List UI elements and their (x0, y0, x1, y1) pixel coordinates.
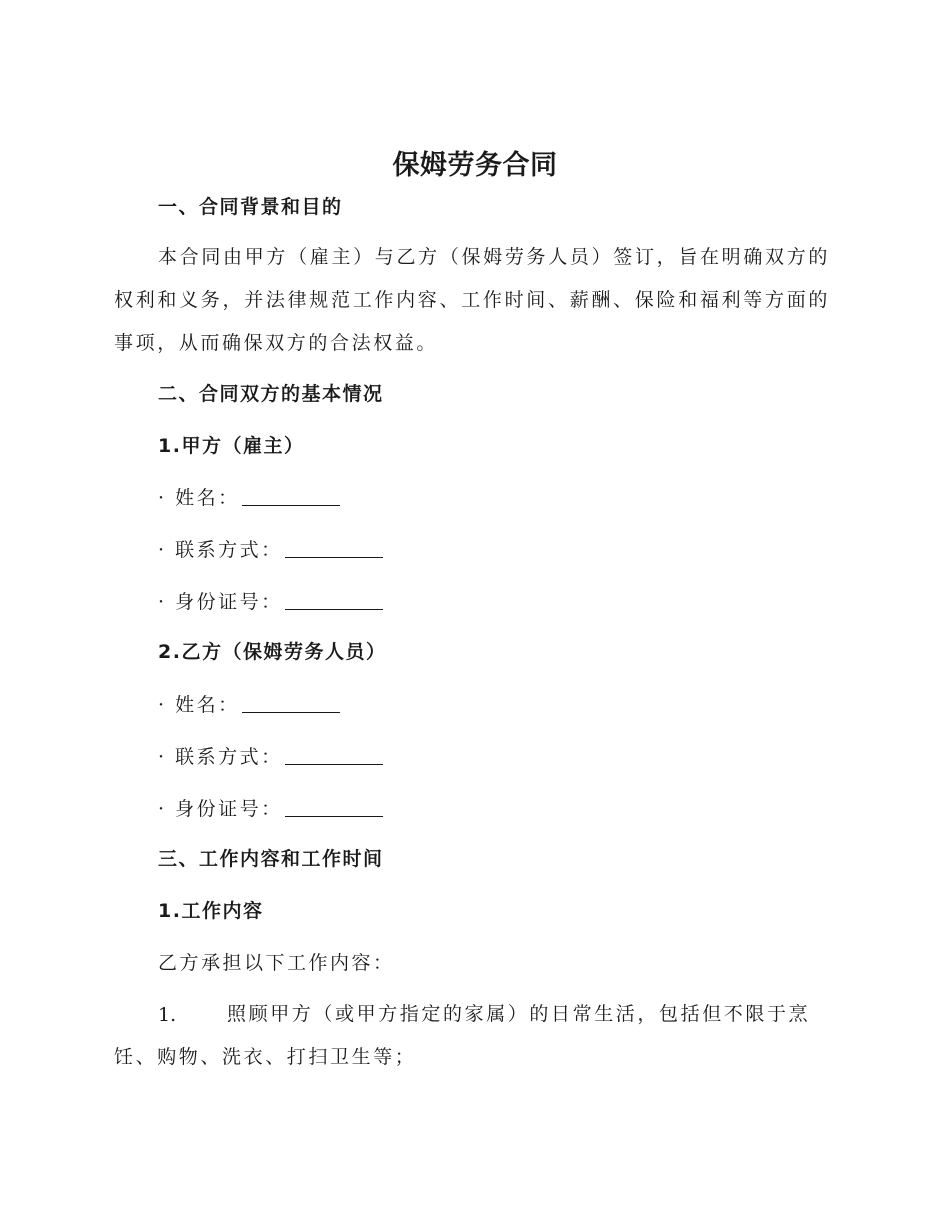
section-2-heading: 二、合同双方的基本情况 (158, 383, 384, 405)
party-b-id-label: · 身份证号： (158, 798, 283, 820)
section-1-body: 本合同由甲方（雇主）与乙方（保姆劳务人员）签订，旨在明确双方的权利和义务，并法律规范工作内容、工作时间、薪酬、保险和福利等方面的事项，从而确保双方的合法权益。 (114, 246, 830, 354)
party-b-contact-blank[interactable] (285, 744, 383, 765)
party-b-name-blank[interactable] (242, 692, 340, 713)
work-item-1-text: 照顾甲方（或甲方指定的家属）的日常生活，包括但不限于烹饪、购物、洗衣、打扫卫生等； (114, 1003, 811, 1068)
party-a-name-blank[interactable] (242, 485, 340, 506)
work-item-1-number: 1. (158, 1004, 177, 1026)
party-b-contact-row (158, 743, 383, 771)
section-3-heading: 三、工作内容和工作时间 (158, 848, 384, 870)
party-a-name-label: · 姓名： (158, 487, 240, 509)
party-b-id-row (158, 795, 383, 823)
document-title: 保姆劳务合同 (392, 150, 558, 181)
party-a-id-label: · 身份证号： (158, 591, 283, 613)
party-a-contact-blank[interactable] (285, 537, 383, 558)
party-b-contact-label: · 联系方式： (158, 746, 283, 768)
party-b-heading: 2.乙方（保姆劳务人员） (158, 641, 387, 663)
party-a-id-blank[interactable] (285, 589, 383, 610)
party-b-name-row (158, 691, 340, 719)
party-a-contact-label: · 联系方式： (158, 539, 283, 561)
work-content-heading: 1.工作内容 (158, 900, 264, 922)
party-a-heading: 1.甲方（雇主） (158, 435, 305, 457)
party-a-contact-row (158, 536, 383, 564)
party-a-name-row (158, 484, 340, 512)
section-1-heading: 一、合同背景和目的 (158, 196, 343, 218)
party-b-name-label: · 姓名： (158, 694, 240, 716)
party-b-id-blank[interactable] (285, 796, 383, 817)
party-a-id-row (158, 588, 383, 616)
work-content-intro: 乙方承担以下工作内容： (158, 952, 395, 974)
